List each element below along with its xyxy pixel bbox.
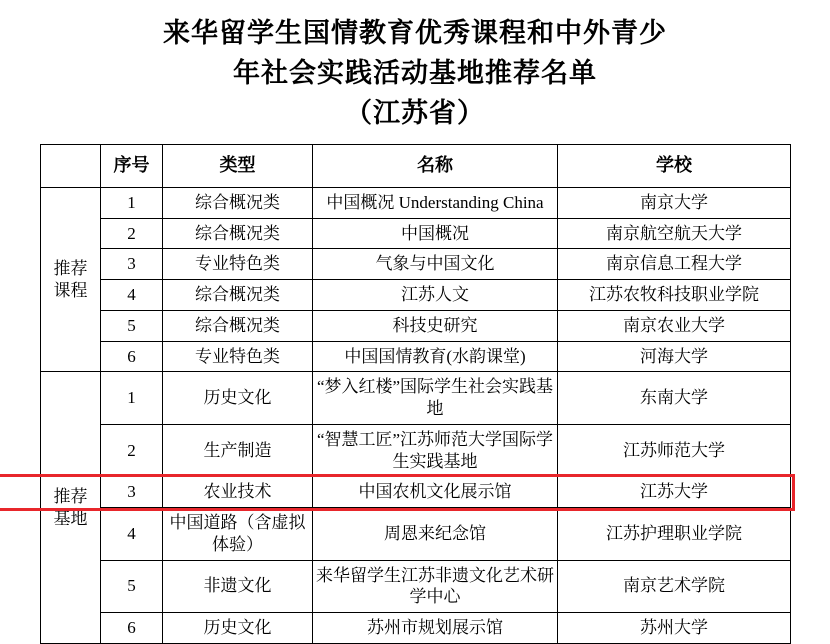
cell-type: 生产制造	[163, 424, 313, 477]
cell-school: 江苏农牧科技职业学院	[558, 280, 791, 311]
cell-type: 专业特色类	[163, 249, 313, 280]
table-row	[41, 249, 791, 280]
cell-type: 综合概况类	[163, 218, 313, 249]
document-title	[0, 0, 830, 134]
cell-school: 南京航空航天大学	[558, 218, 791, 249]
table-row	[41, 310, 791, 341]
cell-type: 综合概况类	[163, 187, 313, 218]
cell-name: 江苏人文	[313, 280, 558, 311]
cell-no: 6	[101, 341, 163, 372]
header-type: 类型	[163, 144, 313, 187]
cell-name: “智慧工匠”江苏师范大学国际学生实践基地	[313, 424, 558, 477]
table-row	[41, 424, 791, 477]
group-label-courses	[41, 187, 101, 372]
group-label-line-2: 基地	[53, 508, 88, 528]
cell-no: 2	[101, 218, 163, 249]
cell-type: 综合概况类	[163, 310, 313, 341]
cell-type: 农业技术	[163, 477, 313, 508]
title-line-1: 来华留学生国情教育优秀课程和中外青少	[163, 18, 667, 48]
cell-name: 来华留学生江苏非遗文化艺术研学中心	[313, 560, 558, 613]
cell-name: 苏州市规划展示馆	[313, 613, 558, 644]
cell-no: 6	[101, 613, 163, 644]
cell-no: 5	[101, 560, 163, 613]
group-label-line-2: 课程	[53, 280, 88, 300]
cell-name: 气象与中国文化	[313, 249, 558, 280]
header-no: 序号	[101, 144, 163, 187]
cell-no: 4	[101, 280, 163, 311]
cell-type: 专业特色类	[163, 341, 313, 372]
cell-no: 2	[101, 424, 163, 477]
recommendation-table-wrap	[40, 144, 790, 644]
cell-name: 中国概况 Understanding China	[313, 187, 558, 218]
cell-name: 中国农机文化展示馆	[313, 477, 558, 508]
cell-school: 苏州大学	[558, 613, 791, 644]
cell-no: 3	[101, 477, 163, 508]
table-row	[41, 372, 791, 425]
group-label-line-1: 推荐	[53, 486, 88, 506]
cell-no: 1	[101, 187, 163, 218]
cell-school: 江苏护理职业学院	[558, 508, 791, 561]
cell-no: 5	[101, 310, 163, 341]
table-row	[41, 560, 791, 613]
cell-type: 中国道路（含虚拟体验）	[163, 508, 313, 561]
table-row	[41, 280, 791, 311]
title-line-2: 年社会实践活动基地推荐名单	[233, 57, 597, 88]
cell-school: 南京艺术学院	[558, 560, 791, 613]
cell-name: 中国概况	[313, 218, 558, 249]
cell-school: 江苏师范大学	[558, 424, 791, 477]
cell-school: 江苏大学	[558, 477, 791, 508]
group-label-bases	[41, 372, 101, 644]
cell-name: 中国国情教育(水韵课堂)	[313, 341, 558, 372]
header-group	[41, 144, 101, 187]
table-body	[41, 187, 791, 643]
cell-type: 非遗文化	[163, 560, 313, 613]
cell-no: 4	[101, 508, 163, 561]
cell-type: 综合概况类	[163, 280, 313, 311]
cell-school: 南京农业大学	[558, 310, 791, 341]
table-row	[41, 218, 791, 249]
header-school: 学校	[558, 144, 791, 187]
table-row	[41, 187, 791, 218]
cell-school: 河海大学	[558, 341, 791, 372]
table-header	[41, 144, 791, 187]
table-row-highlighted	[41, 477, 791, 508]
table-header-row	[41, 144, 791, 187]
cell-no: 1	[101, 372, 163, 425]
table-row	[41, 508, 791, 561]
cell-name: 科技史研究	[313, 310, 558, 341]
group-label-line-1: 推荐	[53, 258, 88, 278]
cell-no: 3	[101, 249, 163, 280]
cell-type: 历史文化	[163, 372, 313, 425]
recommendation-table	[40, 144, 791, 644]
cell-name: “梦入红楼”国际学生社会实践基地	[313, 372, 558, 425]
table-row	[41, 613, 791, 644]
cell-name: 周恩来纪念馆	[313, 508, 558, 561]
title-line-3: （江苏省）	[345, 97, 485, 128]
cell-school: 南京大学	[558, 187, 791, 218]
cell-school: 南京信息工程大学	[558, 249, 791, 280]
header-name: 名称	[313, 144, 558, 187]
cell-school: 东南大学	[558, 372, 791, 425]
table-row	[41, 341, 791, 372]
cell-type: 历史文化	[163, 613, 313, 644]
